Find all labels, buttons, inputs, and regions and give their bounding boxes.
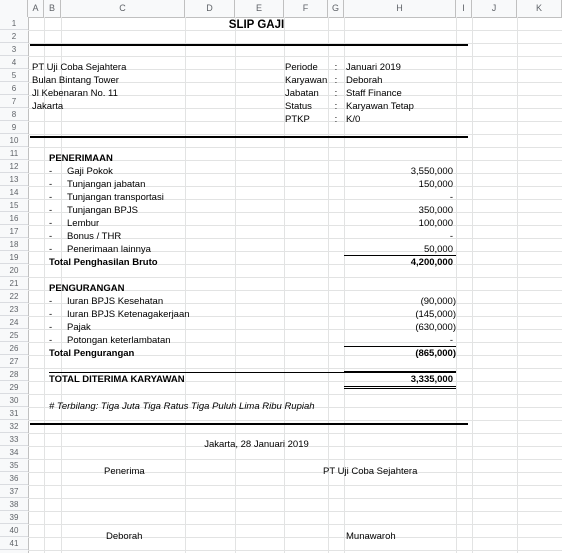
- row-header[interactable]: 29: [0, 381, 28, 394]
- bullet: -: [49, 322, 53, 333]
- select-all-corner[interactable]: [0, 0, 28, 17]
- value-karyawan[interactable]: Deborah: [346, 75, 383, 86]
- row-gridline: [28, 459, 562, 460]
- row-header[interactable]: 2: [0, 30, 28, 43]
- slip-title[interactable]: SLIP GAJI: [228, 19, 285, 31]
- colon-separator: :: [334, 101, 338, 112]
- row-header[interactable]: 7: [0, 95, 28, 108]
- row-header[interactable]: 26: [0, 342, 28, 355]
- label-jabatan[interactable]: Jabatan: [285, 88, 319, 99]
- row-header[interactable]: 23: [0, 303, 28, 316]
- deduction-label[interactable]: Pajak: [67, 322, 91, 333]
- row-header[interactable]: 20: [0, 264, 28, 277]
- earning-label[interactable]: Tunjangan transportasi: [67, 192, 164, 203]
- earnings-total-label[interactable]: Total Penghasilan Bruto: [49, 257, 158, 268]
- header-bottom-rule: [30, 136, 468, 138]
- row-header[interactable]: 13: [0, 173, 28, 186]
- row-gridline: [28, 56, 562, 57]
- label-status[interactable]: Status: [285, 101, 312, 112]
- deduction-label[interactable]: Iuran BPJS Ketenagakerjaan: [67, 309, 190, 320]
- row-header[interactable]: 21: [0, 277, 28, 290]
- earning-label[interactable]: Tunjangan jabatan: [67, 179, 146, 190]
- row-header[interactable]: 6: [0, 82, 28, 95]
- row-header[interactable]: 37: [0, 485, 28, 498]
- earning-value[interactable]: 100,000: [418, 218, 453, 229]
- bullet: -: [49, 296, 53, 307]
- place-date[interactable]: Jakarta, 28 Januari 2019: [204, 439, 309, 450]
- company-street[interactable]: Jl Kebenaran No. 11: [32, 88, 118, 99]
- value-periode[interactable]: Januari 2019: [346, 62, 401, 73]
- row-header[interactable]: 8: [0, 108, 28, 121]
- row-header[interactable]: 35: [0, 459, 28, 472]
- deduction-value[interactable]: (90,000): [420, 296, 456, 307]
- row-header[interactable]: 3: [0, 43, 28, 56]
- earning-value[interactable]: 50,000: [423, 244, 453, 255]
- label-karyawan[interactable]: Karyawan: [285, 75, 328, 86]
- label-periode[interactable]: Periode: [285, 62, 318, 73]
- value-status[interactable]: Karyawan Tetap: [346, 101, 414, 112]
- company-name[interactable]: PT Uji Coba Sejahtera: [32, 62, 127, 73]
- column-header[interactable]: K: [517, 0, 562, 17]
- column-header[interactable]: E: [235, 0, 284, 17]
- row-header[interactable]: 4: [0, 56, 28, 69]
- row-header[interactable]: 12: [0, 160, 28, 173]
- row-header[interactable]: 28: [0, 368, 28, 381]
- column-header[interactable]: F: [284, 0, 328, 17]
- row-header[interactable]: 40: [0, 524, 28, 537]
- row-header[interactable]: 30: [0, 394, 28, 407]
- bullet: -: [49, 244, 53, 255]
- column-header[interactable]: D: [185, 0, 235, 17]
- earning-label[interactable]: Penerimaan lainnya: [67, 244, 151, 255]
- row-gridline: [28, 550, 562, 551]
- column-header[interactable]: C: [61, 0, 185, 17]
- earnings-title[interactable]: PENERIMAAN: [49, 153, 113, 164]
- footer-rule: [30, 423, 468, 425]
- sign-right-title[interactable]: PT Uji Coba Sejahtera: [323, 466, 418, 477]
- amount-in-words[interactable]: # Terbilang: Tiga Juta Tiga Ratus Tiga Puluh Lima Ribu Rupiah: [49, 401, 315, 412]
- row-gridline: [28, 485, 562, 486]
- deductions-title[interactable]: PENGURANGAN: [49, 283, 125, 294]
- colon-separator: :: [334, 62, 338, 73]
- row-header[interactable]: 9: [0, 121, 28, 134]
- row-header[interactable]: 34: [0, 446, 28, 459]
- value-ptkp[interactable]: K/0: [346, 114, 361, 125]
- row-header[interactable]: 25: [0, 329, 28, 342]
- bullet: -: [49, 218, 53, 229]
- sign-right-name[interactable]: Munawaroh: [346, 531, 396, 542]
- row-gridline: [28, 394, 562, 395]
- deduction-value[interactable]: (145,000): [415, 309, 456, 320]
- row-header[interactable]: 11: [0, 147, 28, 160]
- sign-left-name[interactable]: Deborah: [106, 531, 143, 542]
- row-gridline: [28, 498, 562, 499]
- deduction-value[interactable]: -: [449, 335, 453, 346]
- row-header[interactable]: 1: [0, 17, 28, 30]
- bullet: -: [49, 335, 53, 346]
- header-top-rule: [30, 44, 468, 46]
- colon-separator: :: [334, 75, 338, 86]
- column-header[interactable]: J: [472, 0, 517, 17]
- earnings-total-value[interactable]: 4,200,000: [410, 257, 453, 268]
- earning-value[interactable]: 350,000: [418, 205, 453, 216]
- row-header[interactable]: 32: [0, 420, 28, 433]
- deductions-total-value[interactable]: (865,000): [415, 348, 456, 359]
- earning-label[interactable]: Bonus / THR: [67, 231, 122, 242]
- row-header[interactable]: 18: [0, 238, 28, 251]
- row-header[interactable]: 39: [0, 511, 28, 524]
- sign-left-title[interactable]: Penerima: [104, 466, 145, 477]
- row-header[interactable]: 31: [0, 407, 28, 420]
- deductions-total-label[interactable]: Total Pengurangan: [49, 348, 135, 359]
- column-gridline: [235, 17, 236, 553]
- row-gridline: [28, 420, 562, 421]
- column-gridline: [517, 17, 518, 553]
- bullet: -: [49, 179, 53, 190]
- row-gridline: [28, 524, 562, 525]
- row-header[interactable]: 5: [0, 69, 28, 82]
- row-gridline: [28, 225, 562, 226]
- colon-separator: :: [334, 88, 338, 99]
- row-gridline: [28, 147, 562, 148]
- row-header[interactable]: 16: [0, 212, 28, 225]
- deduction-label[interactable]: Iuran BPJS Kesehatan: [67, 296, 164, 307]
- column-gridline: [472, 17, 473, 553]
- row-gridline: [28, 134, 562, 135]
- value-jabatan[interactable]: Staff Finance: [346, 88, 402, 99]
- column-header[interactable]: B: [44, 0, 61, 17]
- net-total-label[interactable]: TOTAL DITERIMA KARYAWAN: [49, 374, 185, 385]
- earning-value[interactable]: -: [449, 231, 453, 242]
- row-gridline: [28, 511, 562, 512]
- row-header[interactable]: 27: [0, 355, 28, 368]
- company-city[interactable]: Jakarta: [32, 101, 64, 112]
- bullet: -: [49, 166, 53, 177]
- net-double-rule-2: [344, 388, 456, 389]
- company-building[interactable]: Bulan Bintang Tower: [32, 75, 119, 86]
- row-gridline: [28, 368, 562, 369]
- column-header[interactable]: H: [344, 0, 456, 17]
- net-double-rule-1: [344, 386, 456, 387]
- row-header[interactable]: 15: [0, 199, 28, 212]
- column-header[interactable]: A: [28, 0, 44, 17]
- bullet: -: [49, 309, 53, 320]
- earning-label[interactable]: Gaji Pokok: [67, 166, 113, 177]
- bullet: -: [49, 205, 53, 216]
- column-gridline: [185, 17, 186, 553]
- row-header-bar: [0, 17, 29, 553]
- label-ptkp[interactable]: PTKP: [285, 114, 310, 125]
- row-header[interactable]: 17: [0, 225, 28, 238]
- row-header[interactable]: 10: [0, 134, 28, 147]
- net-total-value[interactable]: 3,335,000: [410, 374, 453, 385]
- row-header[interactable]: 41: [0, 537, 28, 550]
- row-header[interactable]: 14: [0, 186, 28, 199]
- earning-value[interactable]: 150,000: [418, 179, 453, 190]
- row-header[interactable]: 24: [0, 316, 28, 329]
- earning-label[interactable]: Lembur: [67, 218, 100, 229]
- bullet: -: [49, 192, 53, 203]
- column-header[interactable]: G: [328, 0, 344, 17]
- row-header[interactable]: 22: [0, 290, 28, 303]
- row-header[interactable]: 19: [0, 251, 28, 264]
- row-header[interactable]: 38: [0, 498, 28, 511]
- earning-value[interactable]: -: [449, 192, 453, 203]
- column-header-bar: [0, 0, 562, 18]
- row-gridline: [28, 329, 562, 330]
- row-header[interactable]: 33: [0, 433, 28, 446]
- colon-separator: :: [334, 114, 338, 125]
- earning-label[interactable]: Tunjangan BPJS: [67, 205, 138, 216]
- bullet: -: [49, 231, 53, 242]
- row-gridline: [28, 433, 562, 434]
- row-gridline: [28, 277, 562, 278]
- column-header[interactable]: I: [456, 0, 472, 17]
- deduction-value[interactable]: (630,000): [415, 322, 456, 333]
- row-header[interactable]: 36: [0, 472, 28, 485]
- deduction-label[interactable]: Potongan keterlambatan: [67, 335, 171, 346]
- column-gridline: [456, 17, 457, 553]
- earning-value[interactable]: 3,550,000: [410, 166, 453, 177]
